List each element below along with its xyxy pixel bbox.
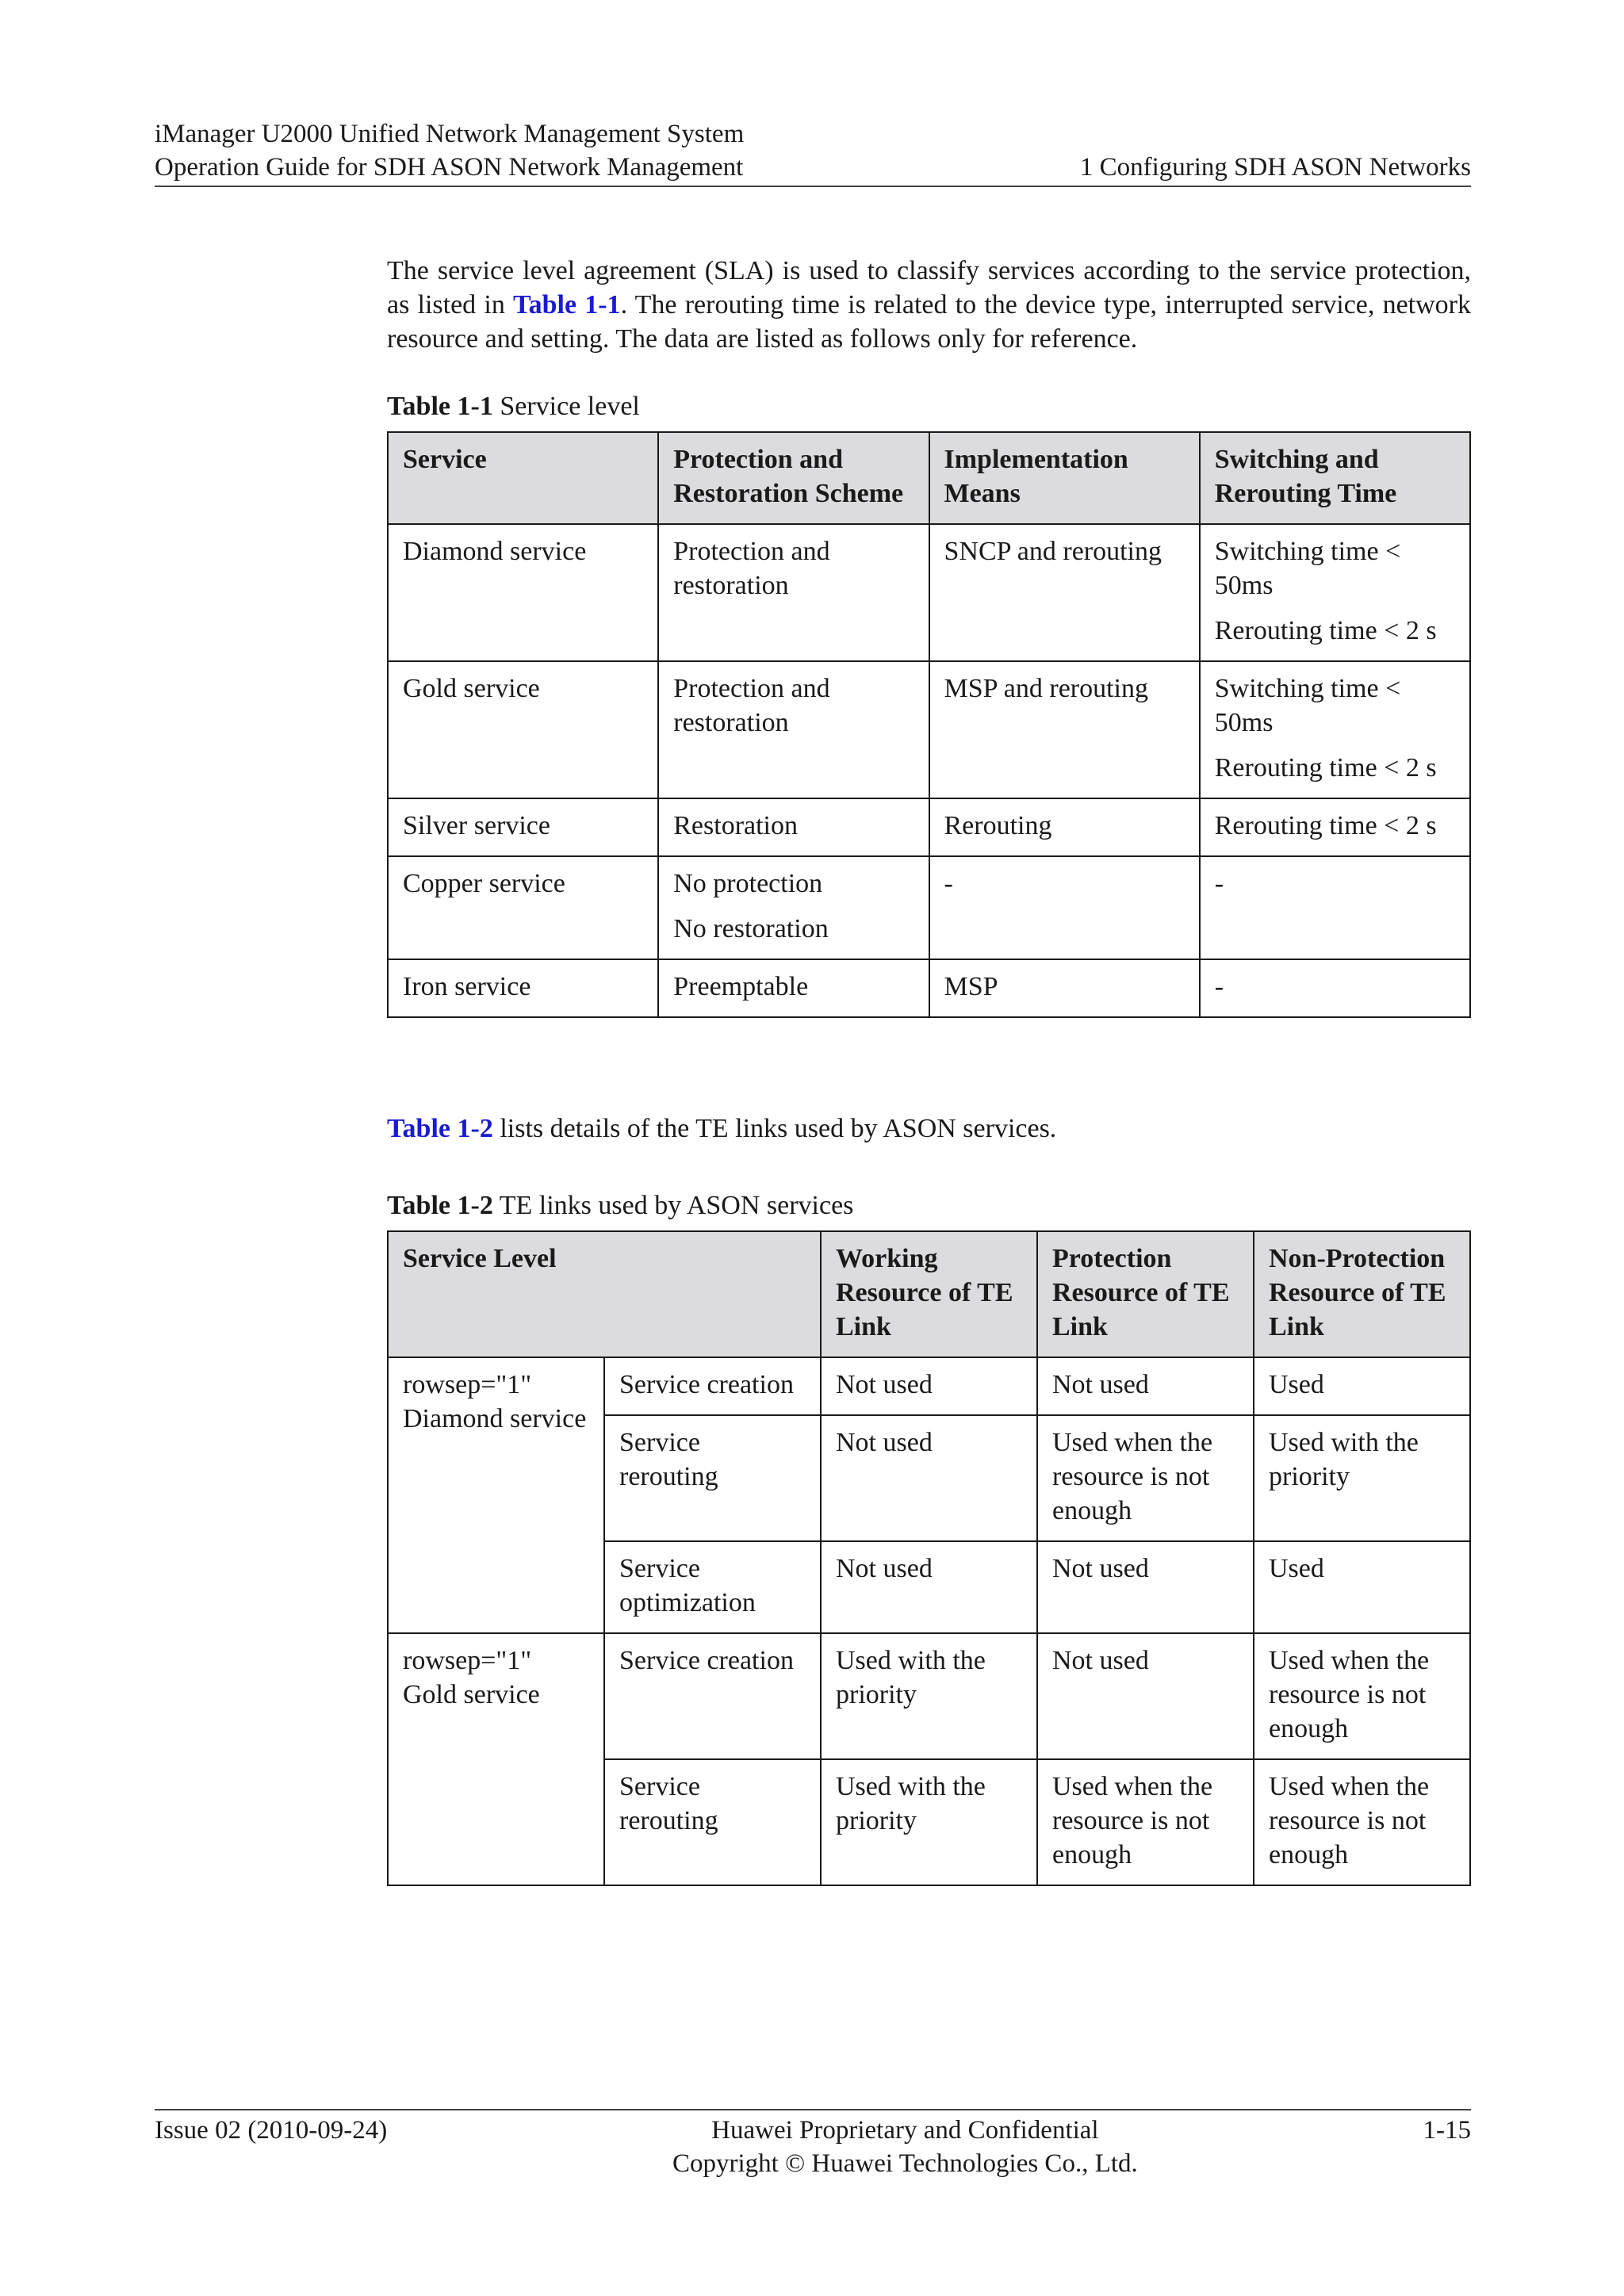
cell-service: Diamond service xyxy=(388,524,658,661)
table-1-1-link[interactable]: Table 1-1 xyxy=(513,290,621,320)
footer-center xyxy=(672,2114,1138,2180)
table-1-1-caption xyxy=(387,389,1471,423)
cell-operation: Service creation xyxy=(604,1357,821,1415)
intro-text-2: . The rerouting time is related to the device type, interrupted service, network resource and setting. The data are listed as follows only for reference. xyxy=(387,290,1471,354)
table-1-2-intro xyxy=(387,1112,1471,1146)
table-header-row xyxy=(388,432,1470,524)
footer-row xyxy=(155,2114,1471,2180)
cell-operation: Service creation xyxy=(604,1633,821,1759)
table-header-row xyxy=(388,1231,1470,1357)
cell-service-level: rowsep="1" Diamond service xyxy=(388,1357,604,1633)
table-1-2-intro-text: lists details of the TE links used by ASON services. xyxy=(492,1114,1057,1143)
table-row xyxy=(388,1357,1470,1415)
table-1-2-caption-label: Table 1-2 xyxy=(387,1191,493,1220)
table-row xyxy=(388,1633,1470,1759)
cell-non-protection: Used with the priority xyxy=(1254,1415,1470,1541)
column-header-protection: Protection Resource of TE Link xyxy=(1037,1231,1254,1357)
service-level-table xyxy=(387,431,1471,1018)
table-row xyxy=(388,661,1470,798)
header-row xyxy=(155,151,1471,184)
table-1-1-caption-text: Service level xyxy=(492,392,640,421)
column-header-service-level: Service Level xyxy=(388,1231,821,1357)
header-product-title: iManager U2000 Unified Network Management System xyxy=(155,120,745,148)
column-header-non-protection: Non-Protection Resource of TE Link xyxy=(1254,1231,1470,1357)
column-header-means: Implementation Means xyxy=(929,432,1200,524)
cell-non-protection: Used xyxy=(1254,1357,1470,1415)
cell-protection: Not used xyxy=(1037,1633,1254,1759)
cell-means: MSP and rerouting xyxy=(929,661,1200,798)
cell-service: Gold service xyxy=(388,661,658,798)
table-row xyxy=(388,798,1470,856)
cell-protection: Used when the resource is not enough xyxy=(1037,1759,1254,1885)
cell-working: Not used xyxy=(821,1357,1037,1415)
cell-scheme: No protection No restoration xyxy=(658,856,929,959)
cell-non-protection: Used when the resource is not enough xyxy=(1254,1633,1470,1759)
table-1-2-link[interactable]: Table 1-2 xyxy=(387,1114,493,1143)
header-chapter-title: 1 Configuring SDH ASON Networks xyxy=(1079,153,1471,182)
cell-time: Rerouting time < 2 s xyxy=(1200,798,1470,856)
cell-time: - xyxy=(1200,856,1470,959)
page-footer xyxy=(155,2109,1471,2180)
cell-means: Rerouting xyxy=(929,798,1200,856)
cell-means: SNCP and rerouting xyxy=(929,524,1200,661)
cell-protection: Used when the resource is not enough xyxy=(1037,1415,1254,1541)
cell-working: Used with the priority xyxy=(821,1633,1037,1759)
cell-protection: Not used xyxy=(1037,1357,1254,1415)
table-1-1-caption-label: Table 1-1 xyxy=(387,392,493,421)
cell-protection: Not used xyxy=(1037,1541,1254,1633)
page-header xyxy=(155,117,1471,187)
cell-working: Not used xyxy=(821,1541,1037,1633)
cell-non-protection: Used when the resource is not enough xyxy=(1254,1759,1470,1885)
intro-paragraph xyxy=(387,254,1471,356)
intro-text-1: The service level agreement (SLA) is used to classify services according to the service protection, as listed in xyxy=(387,256,1471,320)
cell-time: Switching time < 50ms Rerouting time < 2 s xyxy=(1200,524,1470,661)
cell-time: Switching time < 50ms Rerouting time < 2 s xyxy=(1200,661,1470,798)
column-header-working: Working Resource of TE Link xyxy=(821,1231,1037,1357)
cell-means: - xyxy=(929,856,1200,959)
cell-non-protection: Used xyxy=(1254,1541,1470,1633)
cell-operation: Service rerouting xyxy=(604,1415,821,1541)
footer-page-number: 1-15 xyxy=(1423,2116,1471,2145)
cell-scheme: Protection and restoration xyxy=(658,661,929,798)
cell-working: Used with the priority xyxy=(821,1759,1037,1885)
column-header-time: Switching and Rerouting Time xyxy=(1200,432,1470,524)
table-row xyxy=(388,856,1470,959)
cell-time: - xyxy=(1200,959,1470,1017)
cell-means: MSP xyxy=(929,959,1200,1017)
footer-issue: Issue 02 (2010-09-24) xyxy=(155,2116,388,2145)
table-1-2-caption-text: TE links used by ASON services xyxy=(492,1191,854,1220)
table-1-2-caption xyxy=(387,1188,1471,1223)
cell-operation: Service rerouting xyxy=(604,1759,821,1885)
cell-service-level: rowsep="1" Gold service xyxy=(388,1633,604,1885)
page-content xyxy=(387,254,1471,1886)
cell-scheme: Restoration xyxy=(658,798,929,856)
column-header-service: Service xyxy=(388,432,658,524)
cell-scheme: Preemptable xyxy=(658,959,929,1017)
cell-operation: Service optimization xyxy=(604,1541,821,1633)
cell-service: Silver service xyxy=(388,798,658,856)
header-document-title: Operation Guide for SDH ASON Network Management xyxy=(155,153,744,182)
table-row xyxy=(388,524,1470,661)
footer-copyright: Copyright © Huawei Technologies Co., Ltd. xyxy=(672,2149,1138,2178)
te-links-table xyxy=(387,1230,1471,1886)
cell-service: Iron service xyxy=(388,959,658,1017)
cell-scheme: Protection and restoration xyxy=(658,524,929,661)
table-row xyxy=(388,959,1470,1017)
footer-confidential: Huawei Proprietary and Confidential xyxy=(711,2116,1099,2145)
column-header-scheme: Protection and Restoration Scheme xyxy=(658,432,929,524)
cell-service: Copper service xyxy=(388,856,658,959)
cell-working: Not used xyxy=(821,1415,1037,1541)
